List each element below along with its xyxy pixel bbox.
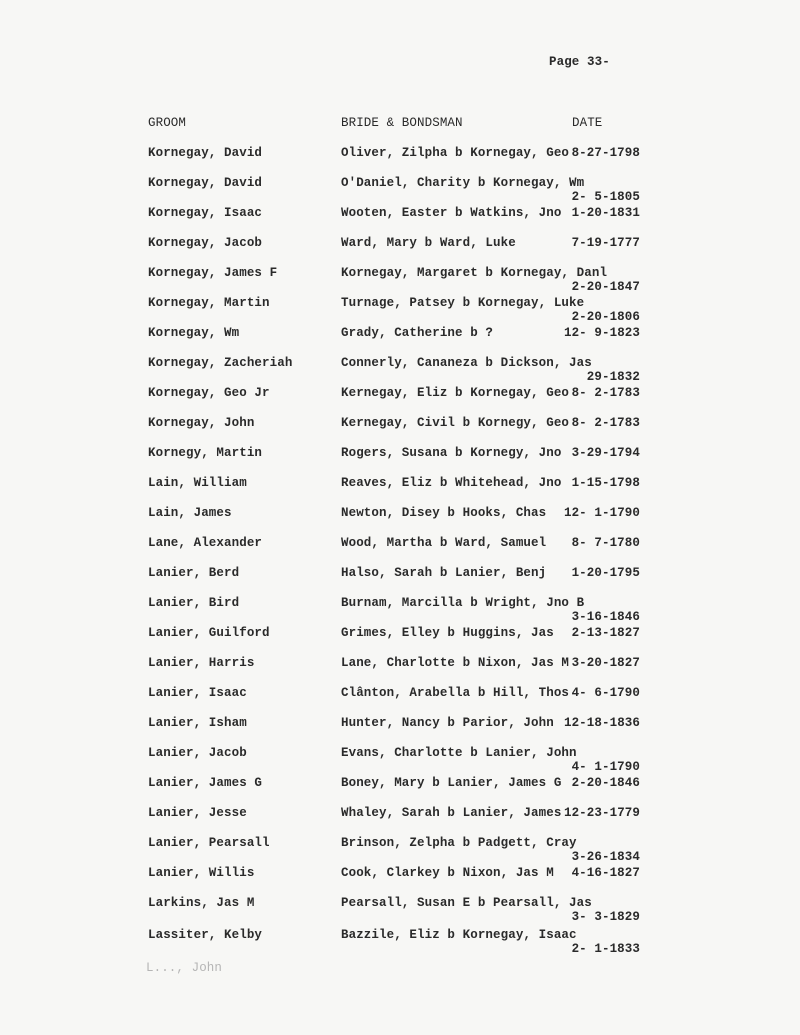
bride-bondsman: Clânton, Arabella b Hill, Thos (341, 686, 570, 700)
record-row (0, 146, 800, 176)
bride-bondsman: Boney, Mary b Lanier, James G (341, 776, 562, 790)
groom-name: Kornegay, Wm (148, 326, 240, 340)
marriage-date: 8-27-1798 (571, 146, 640, 160)
record-row (0, 746, 800, 776)
bride-bondsman: Turnage, Patsey b Kornegay, Luke (341, 296, 585, 310)
groom-name: Lanier, Pearsall (148, 836, 270, 850)
groom-name: Kornegy, Martin (148, 446, 263, 460)
bride-bondsman: Connerly, Cananeza b Dickson, Jas (341, 356, 592, 370)
record-row (0, 536, 800, 566)
record-row (0, 176, 800, 206)
record-row (0, 266, 800, 296)
groom-name: Lanier, James G (148, 776, 263, 790)
marriage-date: 1-20-1831 (571, 206, 640, 220)
record-row (0, 296, 800, 326)
groom-name: Larkins, Jas M (148, 896, 255, 910)
record-row (0, 416, 800, 446)
groom-name: Kornegay, David (148, 176, 263, 190)
record-row (0, 326, 800, 356)
bride-bondsman: Rogers, Susana b Kornegy, Jno (341, 446, 562, 460)
bride-bondsman: Hunter, Nancy b Parior, John (341, 716, 554, 730)
bride-bondsman: Reaves, Eliz b Whitehead, Jno (341, 476, 562, 490)
marriage-date: 2-13-1827 (571, 626, 640, 640)
record-row (0, 476, 800, 506)
groom-name: Kornegay, David (148, 146, 263, 160)
record-row (0, 596, 800, 626)
record-row (0, 776, 800, 806)
record-row (0, 506, 800, 536)
bride-bondsman: Evans, Charlotte b Lanier, John (341, 746, 577, 760)
bride-bondsman: Kernegay, Civil b Kornegy, Geo (341, 416, 570, 430)
bride-bondsman: Grimes, Elley b Huggins, Jas (341, 626, 554, 640)
page-number: Page 33- (549, 55, 610, 69)
bride-bondsman: Brinson, Zelpha b Padgett, Cray (341, 836, 577, 850)
record-row (0, 356, 800, 386)
bride-bondsman: Wooten, Easter b Watkins, Jno (341, 206, 562, 220)
marriage-date: 4-16-1827 (571, 866, 640, 880)
record-row (0, 206, 800, 236)
groom-name: Kornegay, Geo Jr (148, 386, 270, 400)
groom-name: Kornegay, John (148, 416, 255, 430)
bride-bondsman: Halso, Sarah b Lanier, Benj (341, 566, 547, 580)
groom-name: Lanier, Guilford (148, 626, 270, 640)
bride-bondsman: Lane, Charlotte b Nixon, Jas M (341, 656, 570, 670)
faded-groom-entry: L..., John (146, 961, 223, 975)
marriage-date: 8- 2-1783 (571, 416, 640, 430)
groom-name: Lanier, Bird (148, 596, 240, 610)
groom-name: Lanier, Isham (148, 716, 247, 730)
marriage-date: 12-23-1779 (563, 806, 640, 820)
marriage-date: 12-18-1836 (563, 716, 640, 730)
marriage-date: 2- 5-1805 (571, 190, 640, 204)
groom-name: Lain, James (148, 506, 232, 520)
record-row (0, 236, 800, 266)
groom-name: Kornegay, Isaac (148, 206, 263, 220)
marriage-date: 3- 3-1829 (571, 910, 640, 924)
bride-bondsman: Bazzile, Eliz b Kornegay, Isaac (341, 928, 577, 942)
record-row (0, 656, 800, 686)
marriage-date: 4- 6-1790 (571, 686, 640, 700)
record-row (0, 626, 800, 656)
groom-name: Lassiter, Kelby (148, 928, 263, 942)
record-row (0, 836, 800, 866)
marriage-date: 12- 1-1790 (563, 506, 640, 520)
groom-name: Lane, Alexander (148, 536, 263, 550)
record-row (0, 928, 800, 958)
record-row (0, 686, 800, 716)
marriage-date: 1-15-1798 (571, 476, 640, 490)
bride-bondsman: Kornegay, Margaret b Kornegay, Danl (341, 266, 608, 280)
record-row (0, 866, 800, 896)
record-row (0, 566, 800, 596)
marriage-date: 3-26-1834 (571, 850, 640, 864)
groom-name: Lanier, Jesse (148, 806, 247, 820)
marriage-date: 7-19-1777 (571, 236, 640, 250)
marriage-date: 4- 1-1790 (571, 760, 640, 774)
marriage-date: 3-20-1827 (571, 656, 640, 670)
marriage-date: 29-1832 (586, 370, 640, 384)
bride-bondsman: Newton, Disey b Hooks, Chas (341, 506, 547, 520)
header-bride-bondsman: BRIDE & BONDSMAN (341, 116, 463, 130)
groom-name: Lanier, Berd (148, 566, 240, 580)
groom-name: Lain, William (148, 476, 247, 490)
record-row (0, 896, 800, 926)
marriage-date: 12- 9-1823 (563, 326, 640, 340)
marriage-date: 2-20-1847 (571, 280, 640, 294)
groom-name: Kornegay, James F (148, 266, 278, 280)
groom-name: Lanier, Isaac (148, 686, 247, 700)
groom-name: Kornegay, Martin (148, 296, 270, 310)
marriage-date: 2- 1-1833 (571, 942, 640, 956)
marriage-date: 3-29-1794 (571, 446, 640, 460)
record-row (0, 716, 800, 746)
marriage-date: 3-16-1846 (571, 610, 640, 624)
bride-bondsman: Oliver, Zilpha b Kornegay, Geo (341, 146, 570, 160)
record-row (0, 446, 800, 476)
bride-bondsman: Kernegay, Eliz b Kornegay, Geo (341, 386, 570, 400)
bride-bondsman: Pearsall, Susan E b Pearsall, Jas (341, 896, 592, 910)
marriage-date: 2-20-1846 (571, 776, 640, 790)
groom-name: Kornegay, Jacob (148, 236, 263, 250)
header-groom: GROOM (148, 116, 187, 130)
marriage-date: 2-20-1806 (571, 310, 640, 324)
marriage-date: 1-20-1795 (571, 566, 640, 580)
bride-bondsman: Wood, Martha b Ward, Samuel (341, 536, 547, 550)
groom-name: Kornegay, Zacheriah (148, 356, 293, 370)
groom-name: Lanier, Willis (148, 866, 255, 880)
bride-bondsman: Cook, Clarkey b Nixon, Jas M (341, 866, 554, 880)
bride-bondsman: Burnam, Marcilla b Wright, Jno B (341, 596, 585, 610)
header-date: DATE (572, 116, 603, 130)
marriage-date: 8- 7-1780 (571, 536, 640, 550)
marriage-date: 8- 2-1783 (571, 386, 640, 400)
bride-bondsman: Grady, Catherine b ? (341, 326, 494, 340)
bride-bondsman: Whaley, Sarah b Lanier, James (341, 806, 562, 820)
groom-name: Lanier, Harris (148, 656, 255, 670)
groom-name: Lanier, Jacob (148, 746, 247, 760)
bride-bondsman: Ward, Mary b Ward, Luke (341, 236, 516, 250)
record-row (0, 806, 800, 836)
record-row (0, 386, 800, 416)
bride-bondsman: O'Daniel, Charity b Kornegay, Wm (341, 176, 585, 190)
